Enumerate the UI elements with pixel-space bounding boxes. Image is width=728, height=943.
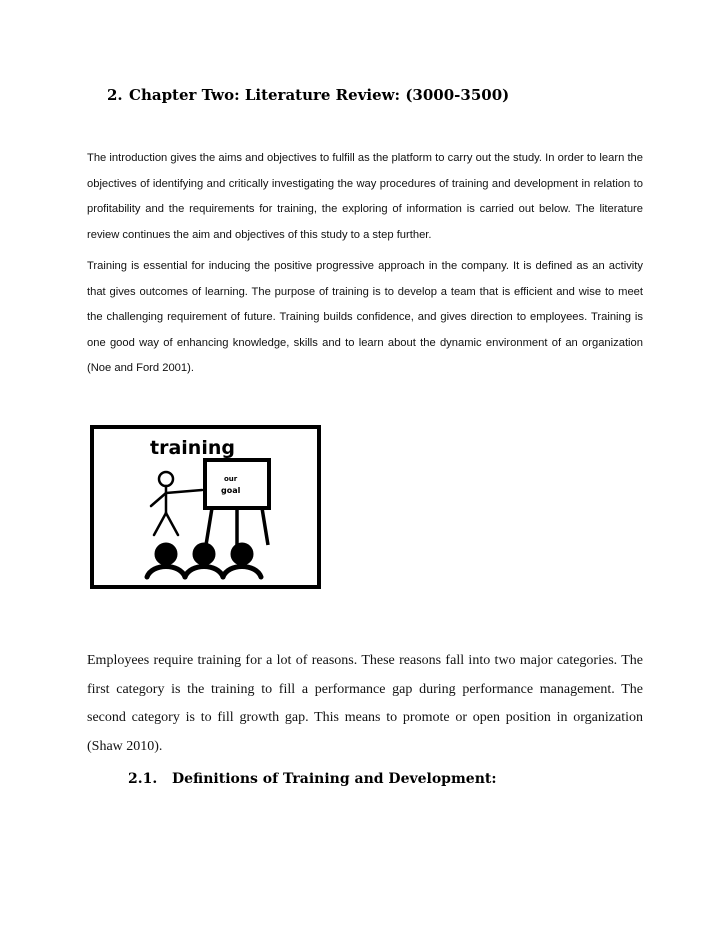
chapter-number: 2. [107, 86, 123, 104]
board-text-goal: goal [221, 486, 241, 495]
board-text-our: our [224, 475, 238, 483]
presenter-stick-figure-icon [151, 472, 202, 535]
reasons-paragraph: Employees require training for a lot of reasons. These reasons fall into two major categories. The first category is the training to fill a performance gap during performance management. The second category is to fill growth gap. This means to promote or open position in organization (Shaw 2010). [87, 653, 643, 754]
section-title: Definitions of Training and Development: [172, 771, 497, 787]
chapter-title: Chapter Two: Literature Review: (3000-3500) [129, 86, 510, 104]
flipchart-icon [205, 460, 269, 545]
figure-title: training [150, 437, 235, 459]
training-illustration [90, 425, 321, 589]
intro-paragraph: The introduction gives the aims and objectives to fulfill as the platform to carry out the study. In order to learn the objectives of identifying and critically investigating the way procedures of training and development in relation to profitability and the requirements for training, the exploring of information is carried out below. The literature review continues the aim and objectives of this study to a step further. [87, 152, 643, 241]
audience-icon [147, 545, 261, 577]
section-heading [128, 771, 497, 787]
training-paragraph: Training is essential for inducing the positive progressive approach in the company. It is defined as an activity that gives outcomes of learning. The purpose of training is to develop a team that is efficient and wise to meet the challenging requirement of future. Training builds confidence, and gives direction to employees. Training is one good way of enhancing knowledge, skills and to learn about the dynamic environment of an organization (Noe and Ford 2001). [87, 260, 643, 375]
section-number: 2.1. [128, 771, 158, 787]
chapter-heading [107, 86, 509, 104]
